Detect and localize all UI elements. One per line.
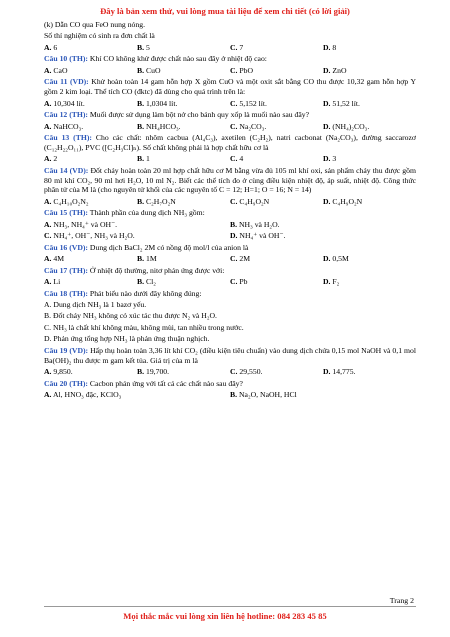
option-key: A. (44, 277, 52, 287)
question-stem (44, 379, 416, 389)
answer-option (137, 99, 230, 109)
option-text: 29,550. (237, 367, 263, 377)
answer-option (44, 43, 137, 53)
option-key: C. (230, 277, 238, 287)
option-key: A. (44, 121, 52, 131)
option-key: A. (44, 219, 52, 229)
question-stem (44, 266, 416, 276)
question-label: Câu 16 (VD): (44, 242, 88, 252)
answer-option (137, 367, 230, 377)
option-text: 8 (330, 42, 337, 52)
answer-option (137, 66, 230, 76)
option-text: NH₄⁺ và OH⁻. (237, 231, 286, 241)
option-key: A. (44, 154, 52, 164)
option-key: C. (230, 121, 238, 131)
answer-option (230, 122, 323, 132)
option-key: D. (230, 231, 238, 241)
question-stem (44, 208, 416, 218)
option-key: B. (137, 277, 145, 287)
question-text: Cho các chất: nhôm cacbua (Al₄C₃), axetilen (C₂H₂), natri cacbonat (Na₂CO₃), đường saccarozơ (C₁₂H₂₂O₁₁), PVC ([C₂H₃Cl]ₙ). Số chất không phải là hợp chất hữu cơ là (44, 133, 416, 152)
answer-option (44, 254, 137, 264)
question-text: Khí CO không khử được chất nào sau đây ở nhiệt độ cao: (88, 54, 267, 64)
option-text: 1,0304 lít. (144, 98, 178, 108)
option-key: D. (323, 196, 331, 206)
question-text: Khử hoàn toàn 14 gam hỗn hợp X gồm CuO và một oxit sắt bằng CO thu được 10,32 gam hỗn hợp Y gồm 2 kim loại. Thể tích CO (đktc) đã dùng cho quá trình trên là: (44, 77, 416, 97)
option-text: NH₄HCO₃. (144, 121, 181, 131)
answer-option (230, 254, 323, 264)
option-text: 9,850. (51, 367, 73, 377)
option-key: B. (137, 42, 145, 52)
option-text: CuO (144, 65, 161, 75)
option-key: D. (323, 98, 331, 108)
question-stem (44, 133, 416, 153)
question-label: Câu 18 (TH): (44, 288, 88, 298)
option-key: D. (323, 42, 331, 52)
option-key: C. (230, 196, 238, 206)
question-label: Câu 20 (TH): (44, 378, 88, 388)
option-key: D. (323, 277, 331, 287)
question-text: Đốt cháy hoàn toàn 20 ml hợp chất hữu cơ M bằng vừa đủ 105 ml khí oxi, sản phẩm cháy thu được gồm 80 ml khí CO₂, 90 ml hơi H₂O, 10 ml N₂. Biết các thể tích đo ở cùng điều kiện nhiệt độ, áp suất, nhiệt độ. Công thức phân tử của M là (cho nguyên tử khối của các nguyên tố C = 12; H=1; O = 16; N = 14) (44, 165, 416, 195)
option-key: C. (230, 42, 238, 52)
option-text: 1M (144, 254, 157, 264)
answer-option (137, 197, 230, 207)
option-text: 51,52 lít. (330, 98, 360, 108)
option-key: C. (230, 367, 238, 377)
answer-options (44, 43, 416, 53)
option-key: B. (137, 98, 145, 108)
answer-option (44, 66, 137, 76)
option-text: CaO (51, 65, 68, 75)
answer-option (137, 277, 230, 287)
option-text: Na₂O, NaOH, HCl (237, 390, 297, 400)
answer-option (230, 220, 416, 230)
answer-option (323, 122, 416, 132)
option-text: NH₄⁺, OH⁻, NH₃ và H₂O. (51, 231, 135, 241)
option-text: PbO (237, 65, 254, 75)
option-text: 14,775. (330, 367, 356, 377)
answer-option (44, 99, 137, 109)
option-text: C₂H₇O₂N (144, 196, 176, 206)
option-key: A. (44, 254, 52, 264)
option-text: 10,304 lít. (51, 98, 85, 108)
option-key: C. (230, 254, 238, 264)
answer-option (230, 277, 323, 287)
option-key: B. (137, 254, 145, 264)
option-key: D. (323, 367, 331, 377)
option-key: D. (323, 65, 331, 75)
option-key: A. (44, 367, 52, 377)
option-text: NH₃, NH₄⁺ và OH⁻. (51, 219, 118, 229)
option-text: 4M (51, 254, 65, 264)
answer-option (230, 197, 323, 207)
option-key: A. (44, 196, 52, 206)
option-text: 0,5M (330, 254, 349, 264)
answer-option (44, 122, 137, 132)
option-key: C. (230, 154, 238, 164)
text-line: (k) Dẫn CO qua FeO nung nóng. (44, 20, 145, 29)
option-text: 1 (144, 154, 150, 164)
question-label: Câu 17 (TH): (44, 265, 88, 275)
option-text: 2 (51, 154, 58, 164)
answer-options (44, 122, 416, 132)
text-line: C. NH₃ là chất khí không màu, không mùi, tan nhiều trong nước. (44, 322, 244, 332)
page-number: Trang 2 (389, 596, 414, 605)
option-key: C. (44, 231, 52, 241)
answer-option (230, 367, 323, 377)
answer-options (44, 220, 416, 230)
answer-option (323, 254, 416, 264)
question-label: Câu 11 (VD): (44, 77, 89, 87)
question-text: Phát biểu nào dưới đây không đúng: (88, 288, 202, 298)
question-text: Ở nhiệt độ thường, nitơ phản ứng được với: (88, 265, 225, 275)
option-text: 6 (51, 42, 58, 52)
answer-options (44, 154, 416, 164)
question-stem (44, 54, 416, 64)
option-key: A. (44, 390, 52, 400)
answer-options (44, 390, 416, 400)
option-text: Pb (237, 277, 248, 287)
option-text: F₂ (330, 277, 340, 287)
answer-options (44, 197, 416, 207)
option-text: Cl₂ (144, 277, 156, 287)
document-body (44, 20, 416, 402)
answer-option (323, 367, 416, 377)
answer-option (323, 99, 416, 109)
option-key: B. (137, 65, 145, 75)
option-text: 5 (144, 42, 150, 52)
option-key: C. (230, 65, 238, 75)
question-text: Cacbon phản ứng với tất cả các chất nào sau đây? (88, 378, 243, 388)
answer-options (44, 66, 416, 76)
answer-option (230, 43, 323, 53)
answer-option (323, 154, 416, 164)
option-key: B. (137, 121, 145, 131)
question-stem (44, 77, 416, 97)
answer-options (44, 277, 416, 287)
answer-option (323, 277, 416, 287)
option-text: 7 (237, 42, 244, 52)
answer-options (44, 367, 416, 377)
option-key: A. (44, 42, 52, 52)
option-text: C₄H₉O₂N (330, 196, 363, 206)
question-text: Muối được sử dụng làm bột nở cho bánh quy xốp là muối nào sau đây? (88, 110, 310, 120)
option-key: D. (323, 254, 331, 264)
question-label: Câu 13 (TH): (44, 133, 92, 142)
option-key: D. (323, 154, 331, 164)
preview-banner: Đây là bản xem thử, vui lòng mua tài liệu để xem chi tiết (có lời giải) (100, 6, 350, 16)
answer-option (137, 43, 230, 53)
text-line: B. Đốt cháy NH₃ không có xúc tác thu được N₂ và H₂O. (44, 311, 217, 321)
option-text: ZnO (330, 65, 347, 75)
question-stem (44, 243, 416, 253)
answer-option (44, 390, 230, 400)
question-stem (44, 166, 416, 195)
answer-option (137, 122, 230, 132)
option-text: C₄H₁₀O₂N₂ (51, 196, 89, 206)
answer-option (323, 43, 416, 53)
option-key: B. (230, 390, 238, 400)
option-text: 2M (237, 254, 251, 264)
answer-option (230, 154, 323, 164)
option-text: 3 (330, 154, 337, 164)
answer-option (44, 231, 230, 241)
option-key: A. (44, 65, 52, 75)
option-text: NH₃ và H₂O. (237, 219, 280, 229)
option-key: D. (323, 121, 331, 131)
question-text: Hấp thụ hoàn toàn 3,36 lít khí CO₂ (điều kiện tiêu chuẩn) vào dung dịch chứa 0,15 mol NaOH và 0,1 mol Ba(OH)₂ thu được m gam kết tủa. Giá trị của m là (44, 345, 416, 365)
answer-option (44, 277, 137, 287)
question-stem (44, 346, 416, 366)
option-key: B. (230, 219, 238, 229)
text-line: A. Dung dịch NH₃ là 1 bazơ yếu. (44, 299, 147, 309)
text-line: Số thí nghiệm có sinh ra đơn chất là (44, 31, 155, 41)
answer-options (44, 231, 416, 241)
option-text: Li (51, 277, 61, 287)
question-text: Thành phần của dung dịch NH₃ gồm: (88, 208, 205, 218)
option-key: C. (230, 98, 238, 108)
footer-divider (44, 606, 416, 607)
option-key: B. (137, 154, 145, 164)
question-stem (44, 289, 416, 299)
question-label: Câu 19 (VD): (44, 345, 89, 355)
answer-option (230, 231, 416, 241)
answer-option (230, 390, 416, 400)
answer-option (44, 197, 137, 207)
option-key: B. (137, 367, 145, 377)
answer-option (44, 154, 137, 164)
question-label: Câu 14 (VD): (44, 165, 89, 175)
question-stem (44, 110, 416, 120)
question-label: Câu 10 (TH): (44, 54, 88, 64)
option-text: C₄H₉O₂N (237, 196, 270, 206)
question-label: Câu 12 (TH): (44, 110, 88, 120)
answer-option (323, 197, 416, 207)
option-key: A. (44, 98, 52, 108)
option-text: 5,152 lít. (237, 98, 267, 108)
answer-option (137, 254, 230, 264)
text-line: D. Phản ứng tổng hợp NH₃ là phản ứng thuận nghịch. (44, 334, 210, 344)
answer-option (137, 154, 230, 164)
answer-options (44, 99, 416, 109)
question-label: Câu 15 (TH): (44, 208, 88, 218)
answer-options (44, 254, 416, 264)
question-text: Dung dịch BaCl₂ 2M có nồng độ mol/l của anion là (88, 242, 249, 252)
answer-option (44, 220, 230, 230)
answer-option (230, 66, 323, 76)
option-text: Al, HNO₃ đặc, KClO₃ (51, 390, 122, 400)
option-text: Na₂CO₃. (237, 121, 267, 131)
answer-option (323, 66, 416, 76)
option-text: 19,700. (144, 367, 170, 377)
option-text: 4 (237, 154, 244, 164)
option-text: (NH₄)₂CO₃. (330, 121, 370, 131)
answer-option (230, 99, 323, 109)
option-text: NaHCO₃. (51, 121, 84, 131)
answer-option (44, 367, 137, 377)
option-key: B. (137, 196, 145, 206)
hotline-footer: Mọi thắc mắc vui lòng xin liên hệ hotline: 084 283 45 85 (123, 611, 327, 621)
